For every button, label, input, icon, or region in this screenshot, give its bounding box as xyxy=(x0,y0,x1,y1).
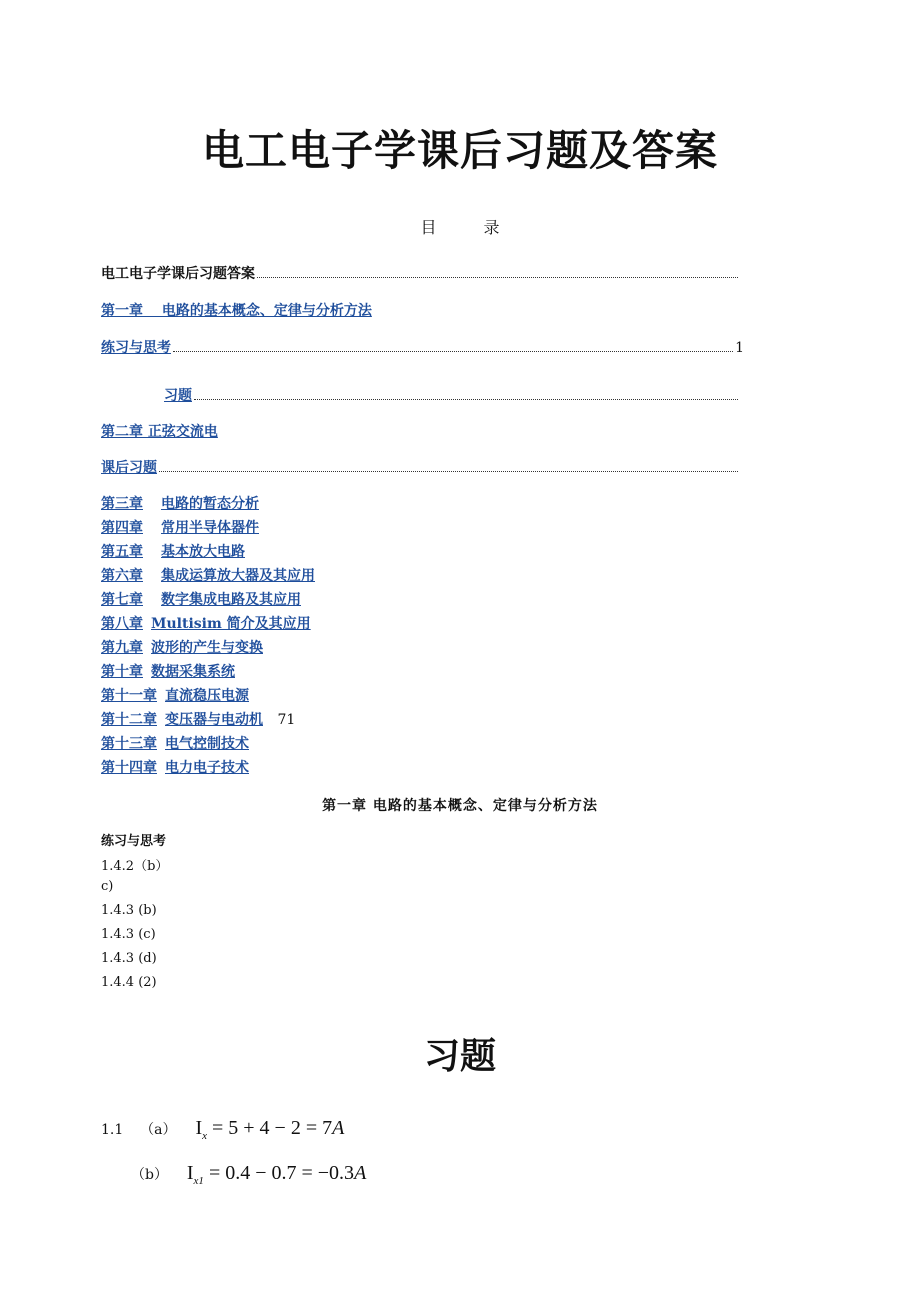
toc-link-chapter-8[interactable]: 第八章 Multisim 简介及其应用 xyxy=(101,616,311,632)
toc-link-chapter-4[interactable]: 第四章 常用半导体器件 xyxy=(101,520,259,536)
toc-chapter-5[interactable] xyxy=(101,541,245,561)
toc-entry-chapter-2[interactable] xyxy=(101,421,740,441)
toc-entry-exercises[interactable] xyxy=(164,385,740,405)
toc-leader-dots xyxy=(159,470,738,472)
toc-link-chapter-14[interactable]: 第十四章 电力电子技术 xyxy=(101,760,249,776)
toc-link-chapter-13[interactable]: 第十三章 电气控制技术 xyxy=(101,736,249,752)
toc-heading: 目 录 xyxy=(420,218,500,237)
toc-leader-dots xyxy=(194,398,738,400)
answer-item: c) xyxy=(101,879,114,894)
toc-chapter-7[interactable] xyxy=(101,589,301,609)
toc-chapter-8[interactable] xyxy=(101,613,311,633)
toc-entry-chapter-1[interactable] xyxy=(101,300,740,320)
exercise-1-1-b xyxy=(131,1162,366,1187)
answer-item: 1.4.4 (2) xyxy=(101,975,157,990)
part-label: （b） xyxy=(131,1167,168,1183)
toc-link-chapter-12[interactable]: 第十二章 变压器与电动机 xyxy=(101,712,263,728)
toc-link-chapter-1[interactable]: 第一章 电路的基本概念、定律与分析方法 xyxy=(101,303,372,319)
toc-link-practice[interactable]: 练习与思考 xyxy=(101,340,171,356)
toc-page-number: 71 xyxy=(277,712,296,728)
answer-item: 1.4.3 (d) xyxy=(101,951,157,966)
toc-link-chapter-7[interactable]: 第七章 数字集成电路及其应用 xyxy=(101,592,301,608)
toc-chapter-6[interactable] xyxy=(101,565,315,585)
toc-chapter-10[interactable] xyxy=(101,661,235,681)
toc-link-exercises[interactable]: 习题 xyxy=(164,388,192,404)
toc-link-chapter-11[interactable]: 第十一章 直流稳压电源 xyxy=(101,688,249,704)
toc-entry-practice[interactable] xyxy=(101,337,744,357)
toc-link-chapter-5[interactable]: 第五章 基本放大电路 xyxy=(101,544,245,560)
toc-leader-dots xyxy=(257,276,738,278)
toc-chapter-11[interactable] xyxy=(101,685,249,705)
toc-entry-answers[interactable] xyxy=(101,263,740,283)
toc-entry-after-class[interactable] xyxy=(101,457,740,477)
part-label: （a） xyxy=(140,1122,177,1138)
chapter-1-heading: 第一章 电路的基本概念、定律与分析方法 xyxy=(322,798,598,814)
toc-chapter-9[interactable] xyxy=(101,637,263,657)
exercises-heading: 习题 xyxy=(423,1035,496,1077)
toc-chapter-3[interactable] xyxy=(101,493,259,513)
exercise-number: 1.1 xyxy=(101,1122,124,1138)
answer-item: 1.4.3 (b) xyxy=(101,903,157,918)
equation: $I_x = 5 + 4 - 2 = 7A$ xyxy=(195,1117,345,1142)
toc-entry-label: 电工电子学课后习题答案 xyxy=(101,266,255,282)
toc-chapter-14[interactable] xyxy=(101,757,249,777)
toc-link-chapter-3[interactable]: 第三章 电路的暂态分析 xyxy=(101,496,259,512)
exercise-1-1-a xyxy=(101,1117,344,1142)
toc-link-chapter-2[interactable]: 第二章 正弦交流电 xyxy=(101,424,218,440)
equation: $I_{x1} = 0.4 - 0.7 = -0.3A$ xyxy=(186,1162,367,1187)
toc-chapter-13[interactable] xyxy=(101,733,249,753)
toc-chapter-12[interactable] xyxy=(101,709,295,729)
toc-chapter-4[interactable] xyxy=(101,517,259,537)
answer-item: 1.4.3 (c) xyxy=(101,927,156,942)
toc-leader-dots xyxy=(173,350,733,352)
toc-link-chapter-6[interactable]: 第六章 集成运算放大器及其应用 xyxy=(101,568,315,584)
answer-item: 1.4.2（b） xyxy=(101,859,169,874)
toc-link-chapter-10[interactable]: 第十章 数据采集系统 xyxy=(101,664,235,680)
toc-page-number: 1 xyxy=(735,340,744,356)
toc-link-after-class[interactable]: 课后习题 xyxy=(101,460,157,476)
document-title: 电工电子学课后习题及答案 xyxy=(201,126,718,175)
toc-link-chapter-9[interactable]: 第九章 波形的产生与变换 xyxy=(101,640,263,656)
practice-subheading: 练习与思考 xyxy=(101,834,167,849)
